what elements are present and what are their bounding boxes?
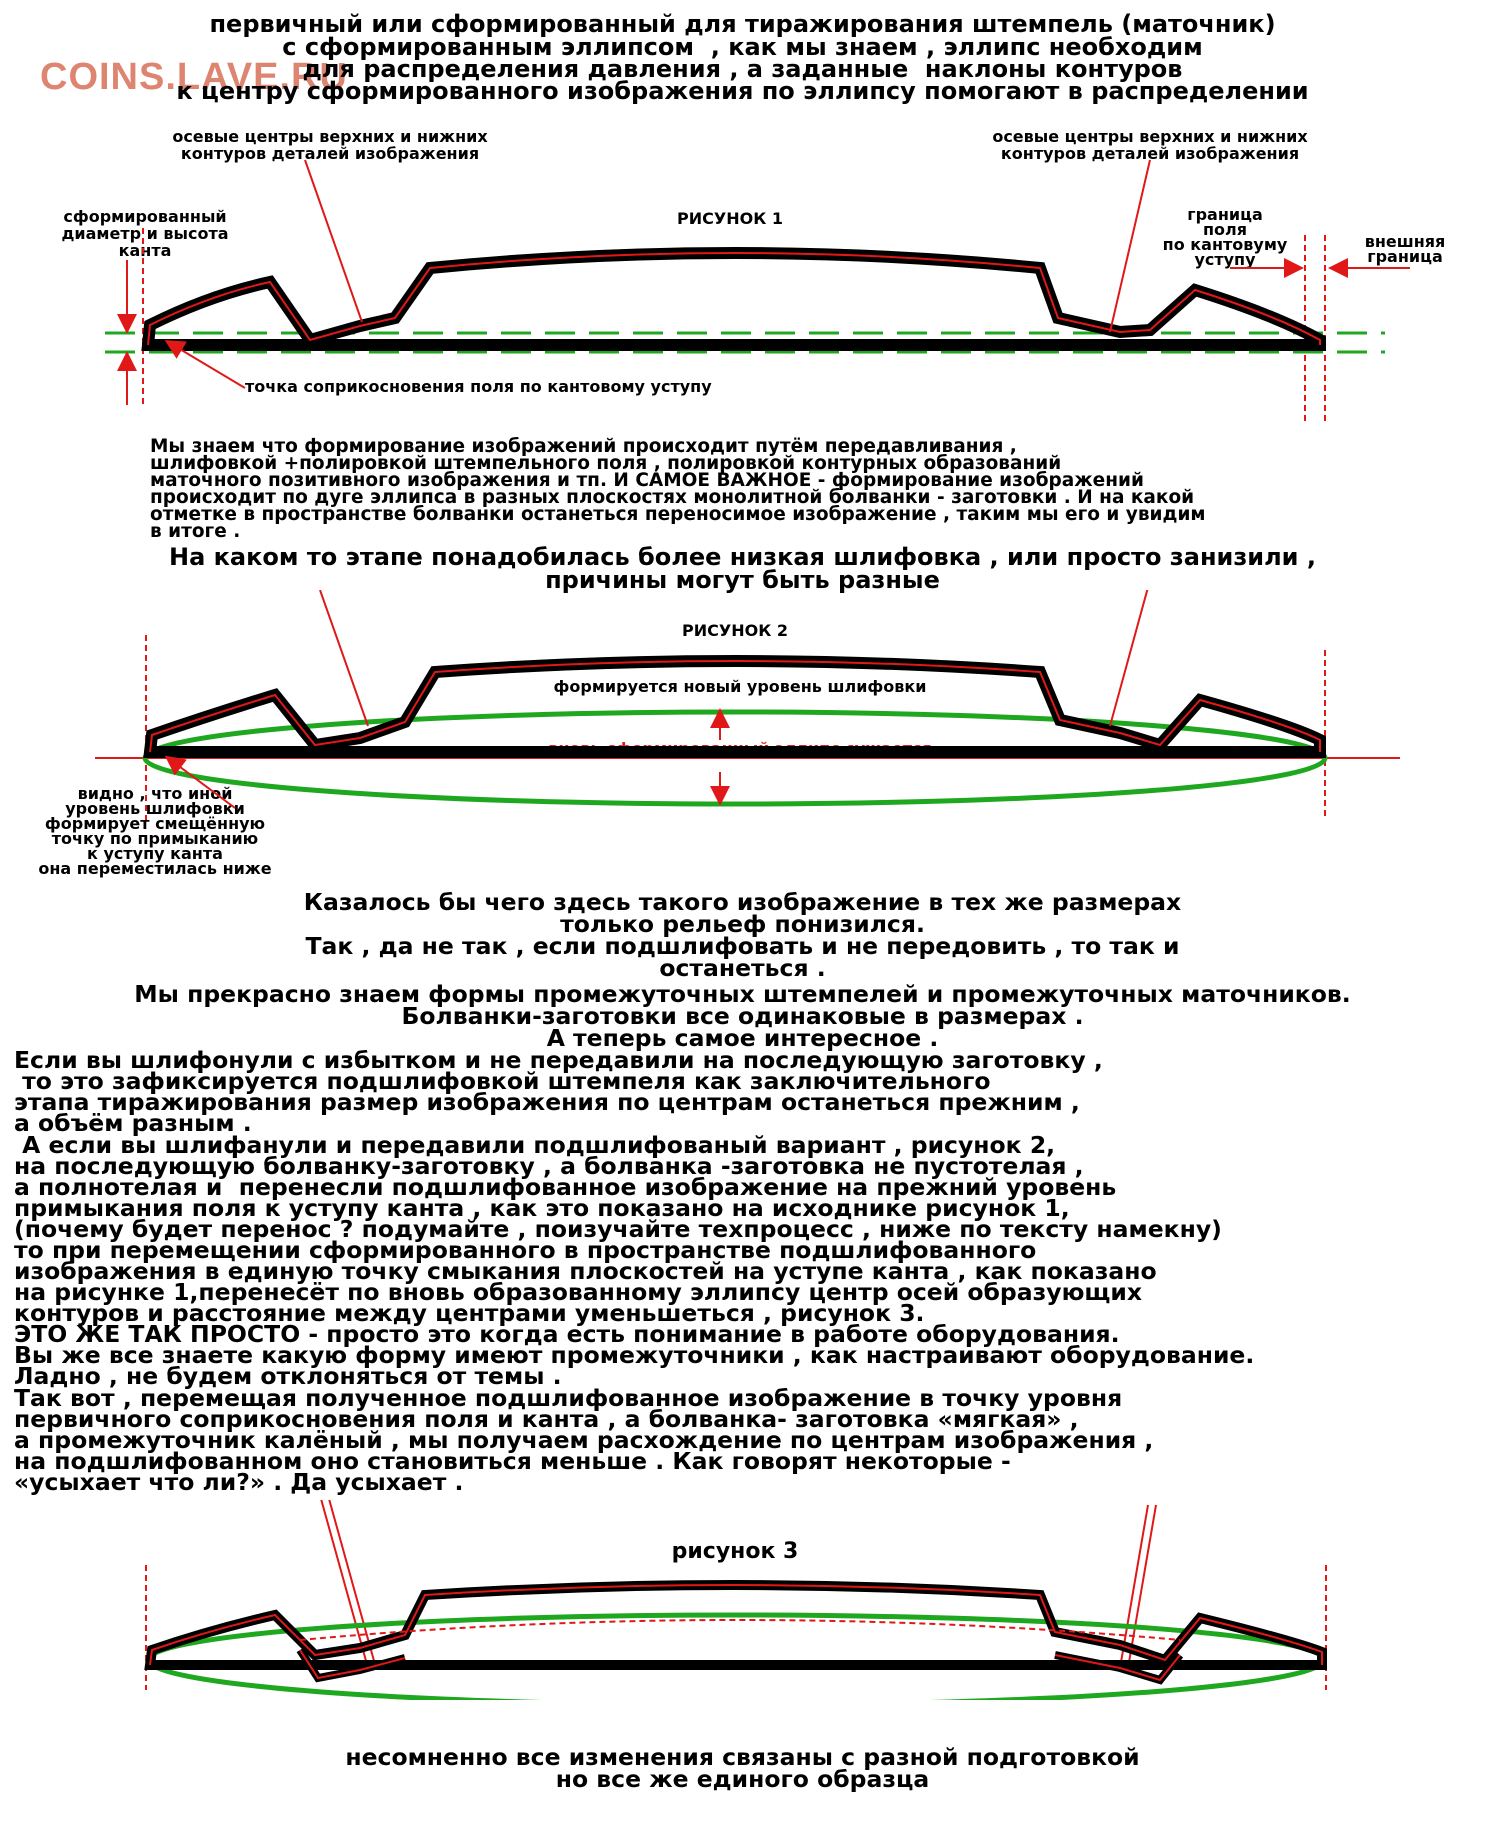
para4-line-3: этапа тиражирования размер изображения по центрам останеться прежним ,: [14, 1088, 1080, 1116]
para4-line-16: Ладно , не будем отклоняться от темы .: [14, 1362, 562, 1390]
fig1-rim-label-3: канта: [118, 241, 172, 260]
para3-line-2: Болванки-заготовки все одинаковые в размерах .: [401, 1002, 1084, 1030]
fig3-pointer-right-b: [1128, 1505, 1156, 1668]
heading2-line-1: На каком то этапе понадобилась более низкая шлифовка , или просто занизили ,: [169, 543, 1316, 571]
para4-line-10: то при перемещении сформированного в пространстве подшлифованного: [14, 1236, 1037, 1264]
fig1-rim-label-1: сформированный: [63, 207, 227, 226]
figure-3-drawing: [0, 1500, 1485, 1700]
para1-line-4: происходит по дуге эллипса в разных плоскостях монолитной болванки - заготовки . И на какой: [150, 487, 1195, 508]
header-line-2: с сформированным эллипсом , как мы знаем , эллипс необходим: [282, 33, 1203, 61]
para4-line-8: примыкания поля к уступу канта , как это показано на исходнике рисунок 1,: [14, 1194, 1070, 1222]
para1-line-6: в итоге .: [150, 521, 241, 542]
watermark: COINS.LAVE.RU: [40, 56, 348, 98]
fig2-note-line-4: точку по примыканию: [51, 829, 259, 848]
fig2-note-line-3: формирует смещённую: [44, 814, 266, 833]
fig2-note-line-2: уровень шлифовки: [65, 799, 245, 818]
para2-line-2: только рельеф понизился.: [560, 910, 925, 938]
footer-line-2: но все же единого образца: [555, 1765, 930, 1793]
para4-line-12: на рисунке 1,перенесёт по вновь образованному эллипсу центр осей образующих: [14, 1278, 1143, 1306]
fig1-pointer-left-axial: [305, 160, 362, 322]
para1-line-1: Мы знаем что формирование изображений происходит путём передавливания ,: [150, 436, 1017, 457]
fig1-axial-label-right-2: контуров деталей изображения: [1000, 144, 1300, 163]
fig2-note-line-1: видно , что иной: [77, 784, 233, 803]
para4-line-19: а промежуточник калёный , мы получаем расхождение по центрам изображения ,: [14, 1426, 1154, 1454]
para2-line-3: Так , да не так , если подшлифовать и не передовить , то так и: [305, 932, 1180, 960]
fig1-border-field-label-1: граница: [1187, 205, 1263, 224]
para4-line-6: на последующую болванку-заготовку , а болванка -заготовка не пустотелая ,: [14, 1152, 1084, 1180]
para2-line-1: Казалось бы чего здесь такого изображение в тех же размерах: [303, 888, 1182, 916]
footer-line-1: несомненно все изменения связаны с разной подготовкой: [345, 1743, 1140, 1771]
para4-line-2: то это зафиксируется подшлифовкой штемпеля как заключительного: [14, 1067, 991, 1095]
fig1-rim-label-2: диаметр и высота: [61, 224, 229, 243]
para4-line-20: на подшлифованном оно становиться меньше . Как говорят некоторые -: [14, 1447, 1011, 1475]
fig3-title: рисунок 3: [671, 1539, 799, 1564]
para3-line-3: А теперь самое интересное .: [546, 1024, 939, 1052]
para3-line-1: Мы прекрасно знаем формы промежуточных штемпелей и промежуточных маточников.: [134, 980, 1351, 1008]
fig1-border-field-label-2: поля: [1202, 220, 1248, 239]
para4-line-11: изображения в единую точку смыкания плоскостей на уступе канта , как показано: [14, 1257, 1157, 1285]
para1-line-3: маточного позитивного изображения и тп. И САМОЕ ВАЖНОЕ - формирование изображений: [150, 470, 1144, 491]
fig1-axial-label-left-1: осевые центры верхних и нижних: [172, 127, 488, 146]
fig1-axial-label-left-2: контуров деталей изображения: [180, 144, 480, 163]
para4-line-13: контуров и расстояние между центрами уменьшеться , рисунок 3.: [14, 1299, 925, 1327]
fig1-border-field-label-3: по кантовуму: [1162, 235, 1288, 254]
para4-line-18: первичного соприкосновения поля и канта , а болванка- заготовка «мягкая» ,: [14, 1405, 1079, 1433]
fig2-pointer-right: [1110, 590, 1150, 726]
fig1-outer-border-label-1: внешняя: [1364, 232, 1446, 251]
para4-line-7: а полнотелая и перенесли подшлифованное изображение на прежний уровень: [14, 1173, 1117, 1201]
figure-1-drawing: [0, 0, 1485, 440]
fig1-pointer-right-axial: [1110, 160, 1150, 332]
fig2-title: РИСУНОК 2: [682, 621, 788, 640]
fig2-die-profile: [150, 661, 1320, 752]
fig2-note-line-5: к уступу канта: [87, 844, 223, 863]
fig1-title: РИСУНОК 1: [677, 209, 783, 228]
fig2-new-level-label: формируется новый уровень шлифовки: [553, 677, 927, 696]
para4-line-4: а объём разным .: [14, 1109, 252, 1137]
para4-line-21: «усыхает что ли?» . Да усыхает .: [14, 1468, 464, 1496]
fig3-die-profile-red: [150, 1585, 1322, 1665]
para1-line-2: шлифовкой +полировкой штемпельного поля , полировкой контурных образований: [150, 453, 1062, 474]
fig1-axial-label-right-1: осевые центры верхних и нижних: [992, 127, 1308, 146]
para2-line-4: останеться .: [659, 954, 826, 982]
header-line-4: к центру сформированного изображения по эллипсу помогают в распределении: [176, 77, 1309, 105]
para1-line-5: отметке в пространстве болванки останеться переносимое изображение , таким мы его и увидим: [150, 504, 1206, 525]
para4-line-17: Так вот , перемещая полученное подшлифованное изображение в точку уровня: [14, 1384, 1123, 1412]
heading2-line-2: причины могут быть разные: [545, 566, 940, 594]
para4-line-5: А если вы шлифанули и передавили подшлифованый вариант , рисунок 2,: [14, 1131, 1056, 1159]
header-line-1: первичный или сформированный для тиражирования штемпель (маточник): [209, 10, 1276, 38]
para4-line-1: Если вы шлифонули с избытком и не передавили на последующую заготовку ,: [14, 1046, 1103, 1074]
fig1-border-field-label-4: уступу: [1194, 250, 1256, 269]
fig2-pointer-left: [320, 590, 368, 726]
figure-2-drawing: [0, 590, 1485, 850]
fig1-outer-border-label-2: граница: [1367, 247, 1443, 266]
fig1-contact-point-label: точка соприкосновения поля по кантовому уступу: [245, 377, 712, 396]
fig2-note-line-6: она переместилась ниже: [38, 859, 272, 878]
para4-line-9: (почему будет перенос ? подумайте , поизучайте техпроцесс , ниже по тексту намекну): [14, 1215, 1222, 1243]
header-line-3: для распределения давления , а заданные наклоны контуров: [302, 55, 1183, 83]
para4-line-15: Вы же все знаете какую форму имеют промежуточники , как настраивают оборудование.: [14, 1341, 1255, 1369]
para4-line-14: ЭТО ЖЕ ТАК ПРОСТО - просто это когда есть понимание в работе оборудования.: [14, 1320, 1120, 1348]
fig2-ellipse-narrows-label: вновь сформированный эллипс сужается: [548, 739, 932, 758]
